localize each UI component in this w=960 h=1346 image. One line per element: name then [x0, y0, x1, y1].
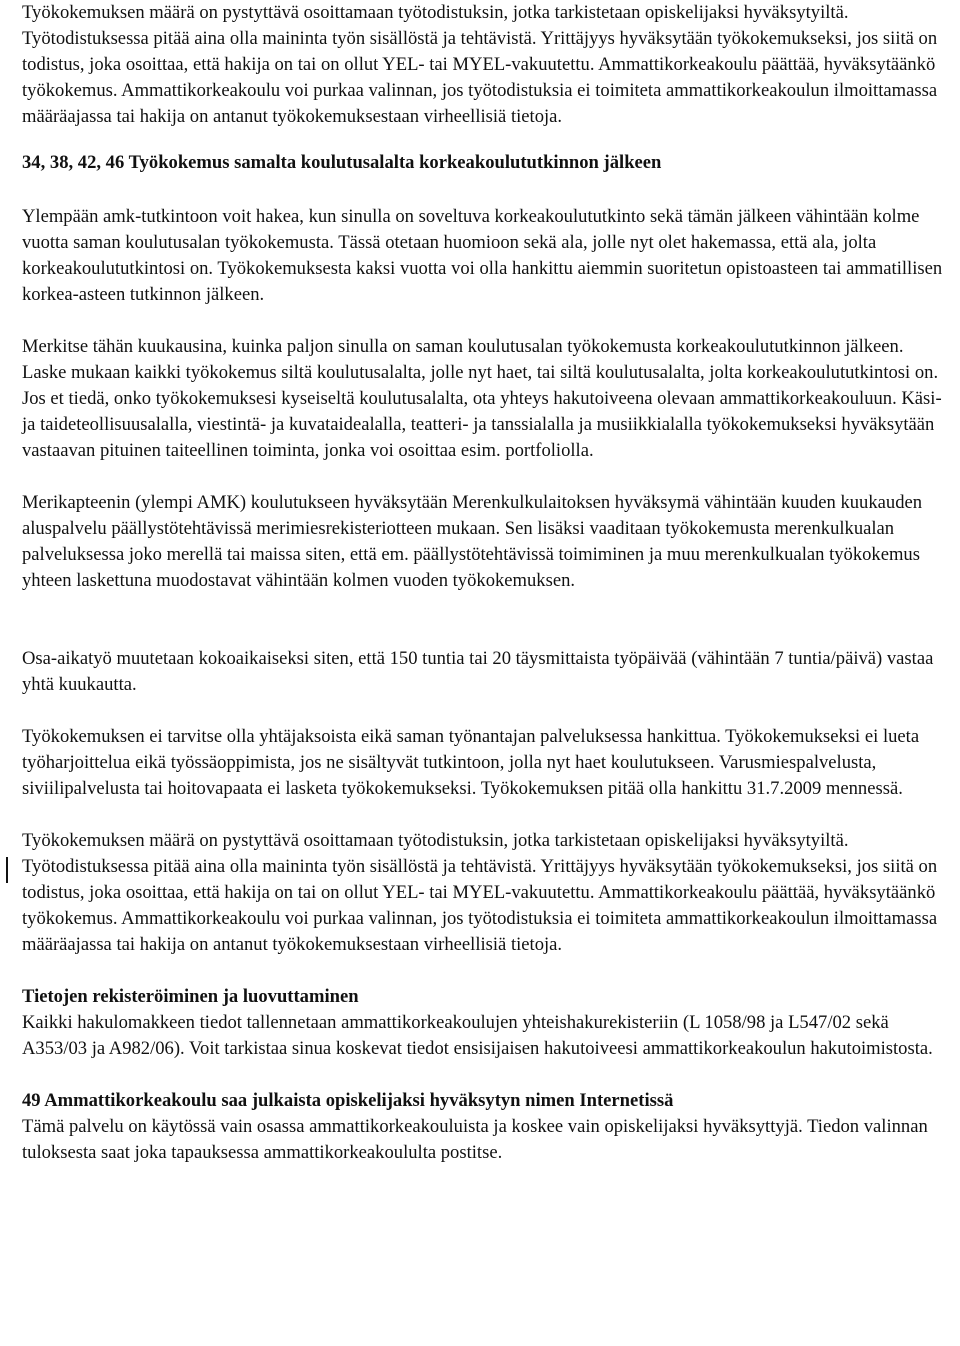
section-heading-49: 49 Ammattikorkeakoulu saa julkaista opiskelijaksi hyväksytyn nimen Internetissä [22, 1090, 674, 1111]
paragraph-part-time-conversion: Osa-aikatyö muutetaan kokoaikaiseksi siten, että 150 tuntia tai 20 täysmittaista työpäivää (vähintään 7 tuntia/päivä) vastaa yhtä kuukautta. [22, 648, 934, 695]
paragraph-internet-publication: Tämä palvelu on käytössä vain osassa ammattikorkeakouluista ja koskee vain opiskelijaksi hyväksyttyjä. Tiedon valinnan tuloksesta saat joka tapauksessa ammattikorkeakoululta postitse. [22, 1116, 928, 1163]
paragraph-sea-captain: Merikapteenin (ylempi AMK) koulutukseen hyväksytään Merenkulkulaitoksen hyväksymä vähintään kuuden kuukauden aluspalvelu päällystötehtävissä merimiesrekisteriotteen mukaan. Sen lisäksi vaaditaan työkokemusta merenkulkualan palveluksessa joko merellä tai maissa siten, että em. päällystötehtävissä toimiminen ja muu merenkulkualan työkokemus yhteen laskettuna muodostavat vähintään kolmen vuoden työkokemuksen. [22, 492, 923, 591]
paragraph-continuity: Työkokemuksen ei tarvitse olla yhtäjaksoista eikä saman työnantajan palveluksessa hankittua. Työkokemukseksi ei lueta työharjoittelua eikä työssäoppimista, jos ne sisältyvät tutkintoon, jolla nyt haet koulutukseen. Varusmiespalvelusta, siviilipalvelusta tai hoitovapaata ei lasketa työkokemukseksi. Työkokemuksen pitää olla hankittu 31.7.2009 mennessä. [22, 726, 920, 799]
paragraph-masters-eligibility: Ylempään amk-tutkintoon voit hakea, kun sinulla on soveltuva korkeakoulututkinto sekä tämän jälkeen vähintään kolme vuotta saman koulutusalan työkokemusta. Tässä otetaan huomioon sekä ala, jolle nyt olet hakemassa, että ala, jolta korkeakoulututkintosi on. Työkokemuksesta kaksi vuotta voi olla hankittu aiemmin suoritetun opistoasteen tai ammatillisen korkea-asteen tutkinnon jälkeen. [22, 206, 943, 305]
section-heading-register: Tietojen rekisteröiminen ja luovuttaminen [22, 986, 359, 1007]
paragraph-work-certificates: Työkokemuksen määrä on pystyttävä osoittamaan työtodistuksin, jotka tarkistetaan opiskelijaksi hyväksytyiltä. Työtodistuksessa pitää aina olla maininta työn sisällöstä ja tehtävistä. Yrittäjyys hyväksytään työkokemukseksi, jos siitä on todistus, joka osoittaa, että hakija on tai on ollut YEL- tai MYEL-vakuutettu. Ammattikorkeakoulu päättää, hyväksytäänkö työkokemus. Ammattikorkeakoulu voi purkaa valinnan, jos työtodistuksia ei toimiteta ammattikorkeakoulun ilmoittamassa määräajassa tai hakija on antanut työkokemuksestaan virheellisiä tietoja. [22, 2, 938, 127]
paragraph-register: Kaikki hakulomakkeen tiedot tallennetaan ammattikorkeakoulujen yhteishakurekisteriin (L 1058/98 ja L547/02 sekä A353/03 ja A982/06). Voit tarkistaa sinua koskevat tiedot ensisijaisen hakutoiveesi ammattikorkeakoulun hakutoimistosta. [22, 1012, 933, 1059]
paragraph-months-instructions: Merkitse tähän kuukausina, kuinka paljon sinulla on saman koulutusalan työkokemusta korkeakoulututkinnon jälkeen. Laske mukaan kaikki työkokemus siltä koulutusalalta, jolle nyt haet, tai siltä koulutusalalta, jolta korkeakoulututkintosi on. Jos et tiedä, onko työkokemuksesi kyseiseltä koulutusalalta, ota yhteys hakutoiveena olevaan ammattikorkeakouluun. Käsi- ja taideteollisuusalalla, viestintä- ja kuvataidealalla, teatteri- ja tanssialalla ja musiikkialalla työkokemukseksi hyväksytään vastaavan pituinen taiteellinen toiminta, jonka voi osoittaa esim. portfoliolla. [22, 336, 942, 461]
section-heading-34: 34, 38, 42, 46 Työkokemus samalta koulutusalalta korkeakoulututkinnon jälkeen [22, 152, 662, 173]
document-page [22, 0, 952, 1166]
paragraph-work-certificates-repeat: Työkokemuksen määrä on pystyttävä osoittamaan työtodistuksin, jotka tarkistetaan opiskelijaksi hyväksytyiltä. Työtodistuksessa pitää aina olla maininta työn sisällöstä ja tehtävistä. Yrittäjyys hyväksytään työkokemukseksi, jos siitä on todistus, joka osoittaa, että hakija on tai on ollut YEL- tai MYEL-vakuutettu. Ammattikorkeakoulu päättää, hyväksytäänkö työkokemus. Ammattikorkeakoulu voi purkaa valinnan, jos työtodistuksia ei toimiteta ammattikorkeakoulun ilmoittamassa määräajassa tai hakija on antanut työkokemuksestaan virheellisiä tietoja. [22, 830, 938, 955]
revision-change-bar [6, 857, 8, 883]
